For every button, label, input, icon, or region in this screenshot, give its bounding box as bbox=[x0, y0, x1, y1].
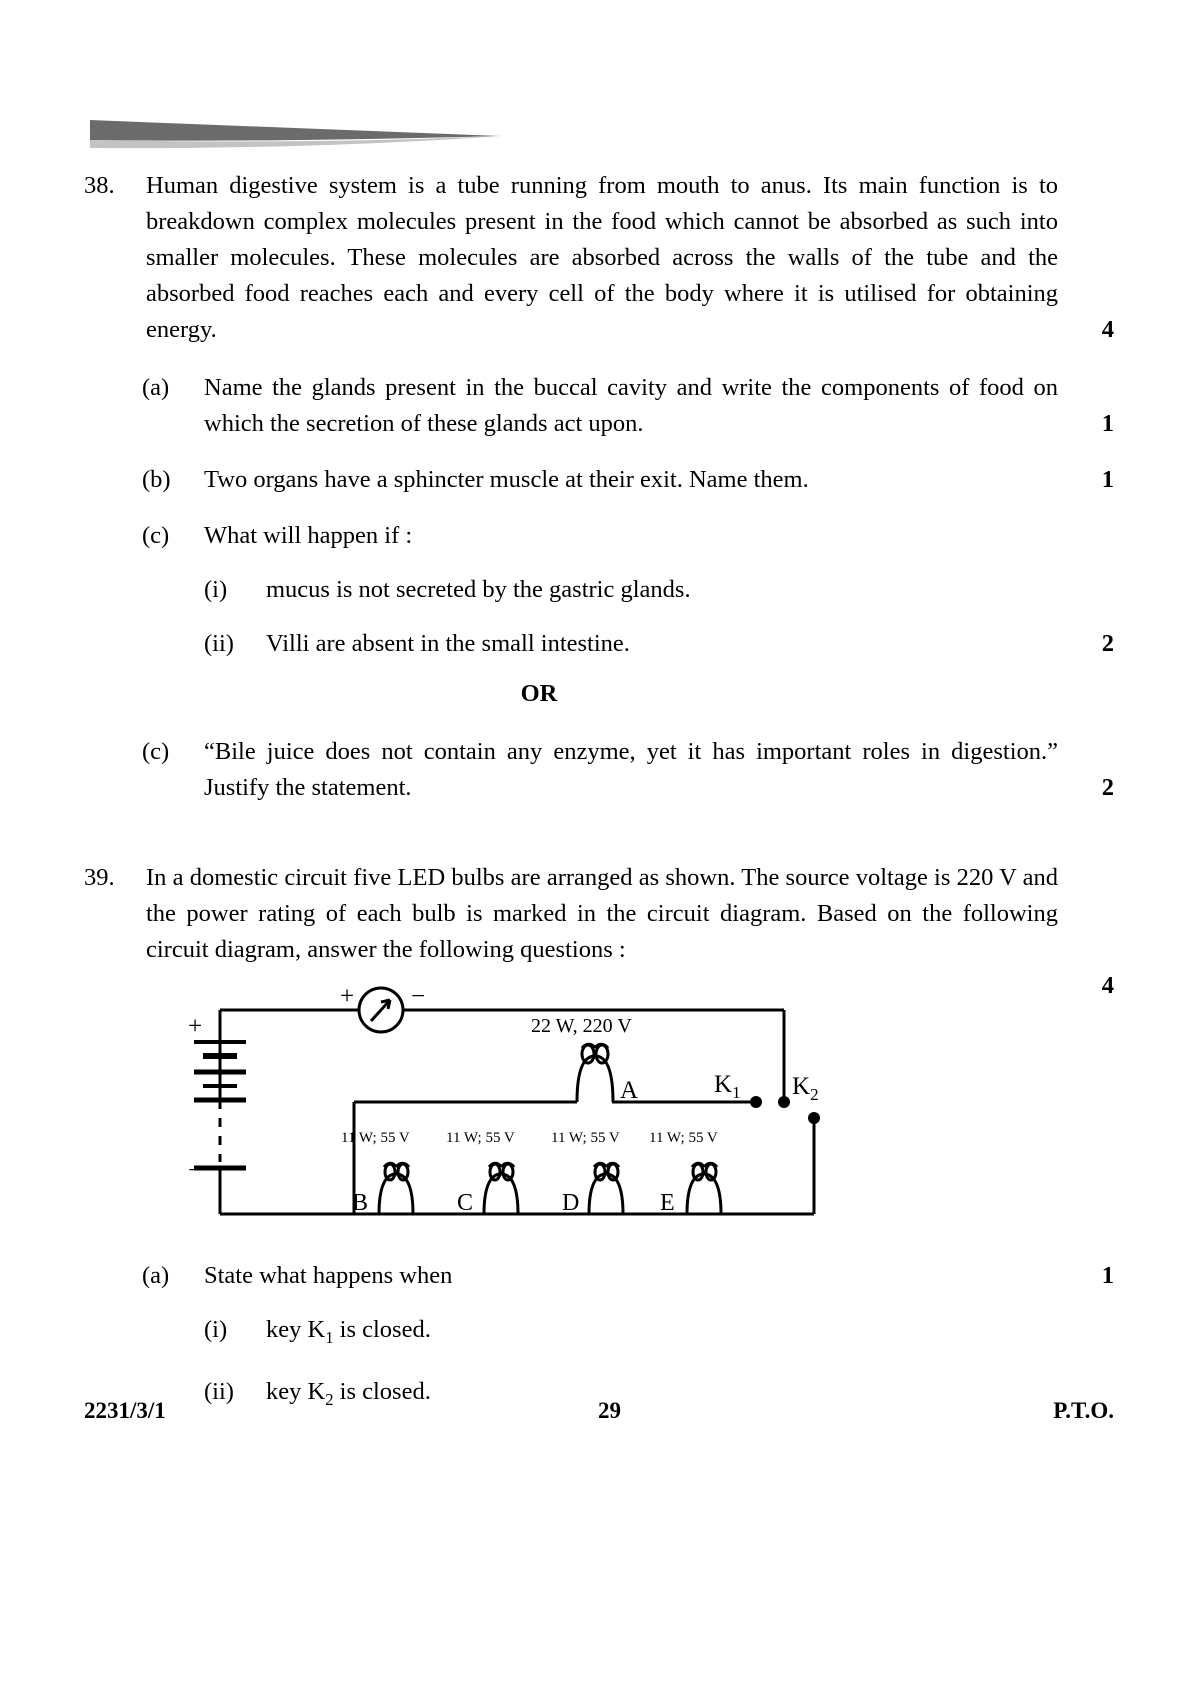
question-38-alternative-part-c-label: (c) bbox=[142, 738, 170, 765]
question-38-part-c-item-i-text: mucus is not secreted by the gastric glands. bbox=[266, 576, 691, 603]
question-39-stem-marks: 4 bbox=[1101, 972, 1114, 999]
bulb-d-rating: 11 W; 55 V bbox=[551, 1130, 620, 1146]
bulb-b-rating: 11 W; 55 V bbox=[341, 1130, 410, 1146]
paper-code: 2231/3/1 bbox=[84, 1398, 166, 1423]
bulb-b-icon bbox=[379, 1163, 413, 1214]
key-k2-label: $K_2$ bbox=[792, 1073, 819, 1104]
question-38-part-c-label: (c) bbox=[142, 522, 170, 549]
bulb-c-letter: C bbox=[457, 1190, 474, 1216]
bulb-c-icon bbox=[484, 1163, 518, 1214]
bulb-a-letter: A bbox=[620, 1077, 639, 1104]
battery-minus-label: − bbox=[188, 1157, 203, 1184]
battery-plus-label: + bbox=[188, 1013, 203, 1040]
question-38-part-b bbox=[84, 462, 1114, 498]
question-38-part-a bbox=[84, 370, 1114, 442]
question-38-part-c-item-ii-marks: 2 bbox=[1101, 630, 1114, 657]
question-39-part-a-item-i-text bbox=[266, 1312, 1114, 1356]
bulb-e-rating: 11 W; 55 V bbox=[649, 1130, 718, 1146]
question-38 bbox=[84, 168, 1114, 806]
key-k2-text-post: is closed. bbox=[333, 1377, 431, 1405]
question-content bbox=[84, 168, 1114, 1418]
key-k1-contact-right bbox=[778, 1096, 790, 1108]
page-footer bbox=[84, 1398, 1114, 1424]
question-39-part-a-marks: 1 bbox=[1101, 1262, 1114, 1289]
question-38-part-c-item-ii-text: Villi are absent in the small intestine. bbox=[266, 630, 630, 657]
key-k1-contact-left bbox=[750, 1096, 762, 1108]
question-39-part-a-item-i bbox=[84, 1312, 1114, 1356]
question-38-part-b-marks: 1 bbox=[1101, 466, 1114, 493]
bulb-b-letter: B bbox=[352, 1190, 369, 1216]
question-39-part-a-item-ii-label: (ii) bbox=[204, 1377, 234, 1405]
question-39-part-a-text: State what happens when bbox=[204, 1262, 453, 1289]
question-39-stem: In a domestic circuit five LED bulbs are arranged as shown. The source voltage is 220 V and the power rating of each bulb is marked in the circuit diagram. Based on the following circuit diagram, answer the following questions : bbox=[146, 864, 1058, 963]
question-38-part-a-text: Name the glands present in the buccal cavity and write the components of food on which the secretion of these glands act upon. bbox=[204, 374, 1058, 437]
bulb-d-icon bbox=[589, 1163, 623, 1214]
question-39-part-a-item-i-label: (i) bbox=[204, 1316, 228, 1343]
bulb-c-rating: 11 W; 55 V bbox=[446, 1130, 515, 1146]
bulb-a-rating: 22 W, 220 V bbox=[531, 1015, 632, 1037]
question-38-part-c-text: What will happen if : bbox=[204, 522, 413, 549]
question-38-or-separator: OR bbox=[520, 680, 558, 707]
question-38-part-a-marks: 1 bbox=[1101, 410, 1114, 437]
page-number: 29 bbox=[598, 1398, 622, 1423]
question-38-part-a-label: (a) bbox=[142, 374, 170, 401]
ammeter-plus-label: + bbox=[340, 983, 355, 1010]
question-38-part-b-text: Two organs have a sphincter muscle at their exit. Name them. bbox=[204, 466, 809, 493]
key-k1-label: $K_1$ bbox=[714, 1071, 741, 1102]
bulb-a-icon bbox=[577, 1044, 613, 1102]
question-39-part-a-label: (a) bbox=[142, 1262, 170, 1289]
question-39-number: 39. bbox=[84, 864, 115, 891]
question-38-stem-marks: 4 bbox=[1101, 316, 1114, 343]
question-spacer bbox=[84, 806, 1114, 860]
key-k1-text-pre: key K bbox=[266, 1316, 326, 1343]
bulb-e-letter: E bbox=[660, 1190, 675, 1216]
question-39-stem-row bbox=[84, 860, 1114, 999]
circuit-diagram-figure bbox=[84, 982, 1114, 1244]
question-38-part-c-item-i bbox=[84, 572, 1114, 608]
question-39 bbox=[84, 860, 1114, 1418]
header-swoosh-decoration bbox=[88, 118, 508, 154]
ammeter-minus-label: − bbox=[411, 983, 426, 1010]
question-38-number: 38. bbox=[84, 172, 115, 199]
key-k1-text-sub: 1 bbox=[325, 1327, 334, 1347]
question-38-part-c-item-ii bbox=[84, 626, 1114, 662]
key-k2-text-pre: key K bbox=[266, 1377, 326, 1405]
bulb-d-letter: D bbox=[562, 1190, 580, 1216]
question-38-stem-row bbox=[84, 168, 1114, 348]
turn-over-label: P.T.O. bbox=[1053, 1398, 1114, 1423]
question-38-part-c bbox=[84, 518, 1114, 554]
question-38-part-b-label: (b) bbox=[142, 466, 171, 493]
question-38-alternative-part-c-marks: 2 bbox=[1101, 774, 1114, 801]
question-38-alternative-part-c-text: “Bile juice does not contain any enzyme, yet it has important roles in digestion.” Justify the statement. bbox=[204, 738, 1058, 801]
question-38-part-c-item-i-label: (i) bbox=[204, 576, 228, 603]
question-38-alternative-part-c bbox=[84, 734, 1114, 806]
key-k1-text-post: is closed. bbox=[333, 1316, 431, 1343]
question-38-stem: Human digestive system is a tube running from mouth to anus. Its main function is to breakdown complex molecules present in the food which cannot be absorbed as such into smaller molecules. These molecules are absorbed across the walls of the tube and the absorbed food reaches each and every cell of the body where it is utilised for obtaining energy. bbox=[146, 172, 1058, 343]
bulb-e-icon bbox=[687, 1163, 721, 1214]
question-39-part-a bbox=[84, 1258, 1114, 1294]
key-k2-text-sub: 2 bbox=[325, 1389, 334, 1409]
question-38-part-c-item-ii-label: (ii) bbox=[204, 630, 234, 657]
